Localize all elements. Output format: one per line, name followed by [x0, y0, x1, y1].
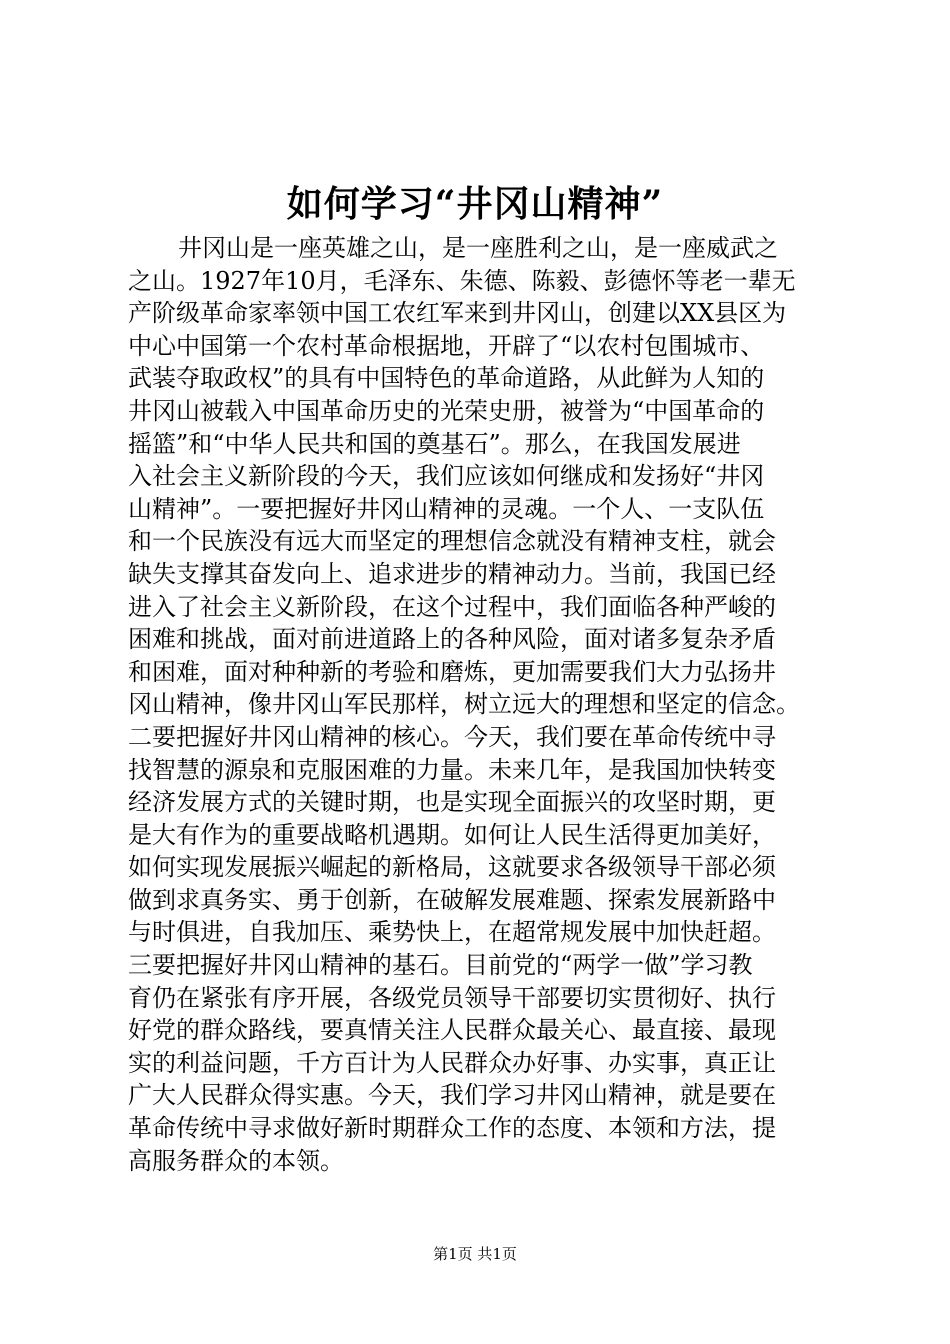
body-line: 与时俱进，自我加压、乘势快上，在超常规发展中加快赶超。: [128, 918, 776, 947]
body-line: 如何实现发展振兴崛起的新格局，这就要求各级领导干部必须: [128, 853, 776, 882]
body-line: 产阶级革命家率领中国工农红军来到井冈山，创建以XX县区为: [128, 299, 787, 328]
body-line: 冈山精神，像井冈山军民那样，树立远大的理想和坚定的信念。: [128, 690, 800, 719]
body-line: 做到求真务实、勇于创新，在破解发展难题、探索发展新路中: [128, 885, 776, 914]
body-line: 武装夺取政权”的具有中国特色的革命道路，从此鲜为人知的: [128, 364, 765, 393]
body-line: 困难和挑战，面对前进道路上的各种风险，面对诸多复杂矛盾: [128, 625, 776, 654]
body-line: 和困难，面对种种新的考验和磨炼，更加需要我们大力弘扬井: [128, 657, 776, 686]
body-line: 高服务群众的本领。: [128, 1146, 344, 1175]
body-line: 之山。1927年10月，毛泽东、朱德、陈毅、彭德怀等老一辈无: [128, 266, 796, 295]
page-number-footer: 第1页 共1页: [433, 1245, 517, 1263]
body-line: 好党的群众路线，要真情关注人民群众最关心、最直接、最现: [128, 1016, 776, 1045]
document-body: [128, 232, 828, 1177]
body-line: 井冈山被载入中国革命历史的光荣史册，被誉为“中国革命的: [128, 396, 765, 425]
body-line: 找智慧的源泉和克服困难的力量。未来几年，是我国加快转变: [128, 755, 776, 784]
body-line: 中心中国第一个农村革命根据地，开辟了“以农村包围城市、: [128, 331, 765, 360]
body-line: 革命传统中寻求做好新时期群众工作的态度、本领和方法，提: [128, 1114, 776, 1143]
body-line: 井冈山是一座英雄之山，是一座胜利之山，是一座威武之: [178, 234, 778, 262]
body-line: 二要把握好井冈山精神的核心。今天，我们要在革命传统中寻: [128, 722, 776, 751]
body-line: 入社会主义新阶段的今天，我们应该如何继成和发扬好“井冈: [128, 462, 765, 491]
document-title: 如何学习“井冈山精神”: [286, 183, 664, 225]
body-line: 三要把握好井冈山精神的基石。目前党的“两学一做”学习教: [128, 951, 753, 980]
body-line: 是大有作为的重要战略机遇期。如何让人民生活得更加美好，: [128, 820, 776, 849]
body-line: 缺失支撑其奋发向上、追求进步的精神动力。当前，我国已经: [128, 559, 776, 588]
body-line: 和一个民族没有远大而坚定的理想信念就没有精神支柱，就会: [128, 527, 776, 556]
body-line: 经济发展方式的关键时期，也是实现全面振兴的攻坚时期，更: [128, 788, 776, 817]
body-line: 摇篮”和“中华人民共和国的奠基石”。那么，在我国发展进: [128, 429, 741, 458]
body-line: 实的利益问题，千方百计为人民群众办好事、办实事，真正让: [128, 1048, 776, 1077]
body-line: 山精神”。一要把握好井冈山精神的灵魂。一个人、一支队伍: [128, 494, 765, 523]
body-line: 育仍在紧张有序开展，各级党员领导干部要切实贯彻好、执行: [128, 983, 776, 1012]
body-line: 进入了社会主义新阶段，在这个过程中，我们面临各种严峻的: [128, 592, 776, 621]
body-line: 广大人民群众得实惠。今天，我们学习井冈山精神，就是要在: [128, 1081, 776, 1110]
